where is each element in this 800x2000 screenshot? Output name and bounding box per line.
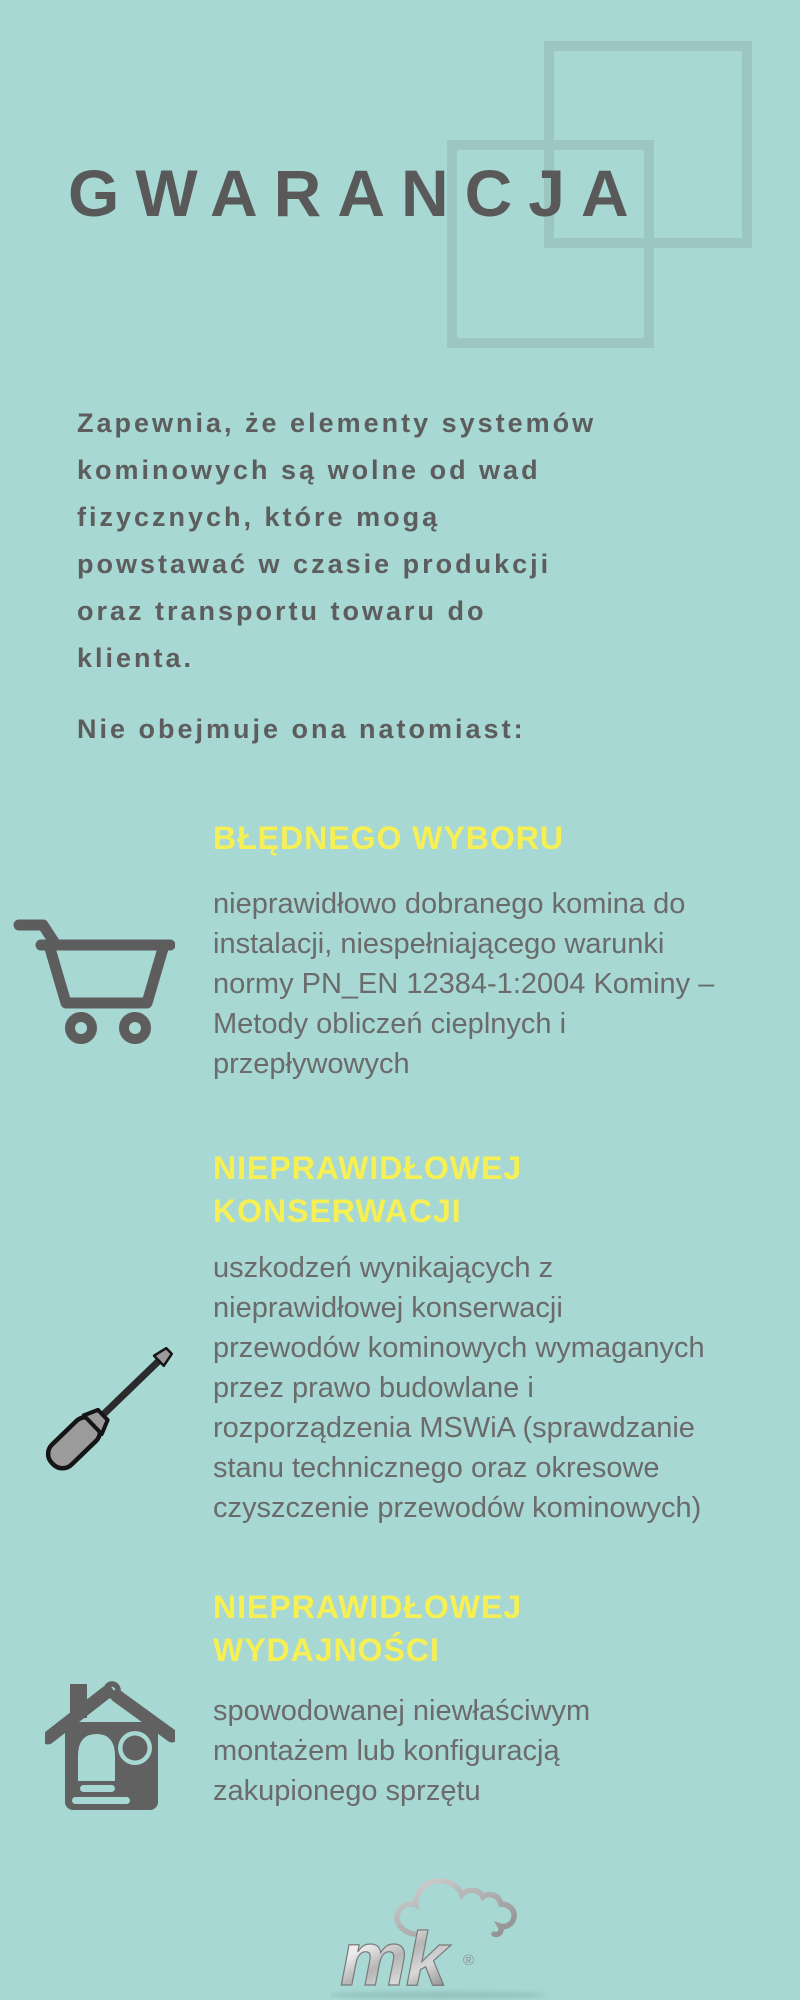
body-line: rozporządzenia MSWiA (sprawdzanie xyxy=(213,1412,695,1444)
section-body-bledny-wybor xyxy=(213,884,714,1084)
section-heading-wydajnosc xyxy=(213,1586,522,1672)
section-body-wydajnosc xyxy=(213,1691,590,1811)
body-line: uszkodzeń wynikających z xyxy=(213,1252,554,1284)
section-heading-line: KONSERWACJI xyxy=(213,1193,462,1229)
intro-line: Zapewnia, że elementy systemów xyxy=(77,408,597,438)
body-line: nieprawidłowo dobranego komina do xyxy=(213,888,686,920)
body-line: Metody obliczeń cieplnych i xyxy=(213,1008,567,1040)
house-icon xyxy=(45,1676,175,1821)
section-heading-konserwacja xyxy=(213,1147,522,1233)
intro-line: kominowych są wolne od wad xyxy=(77,455,541,485)
body-line: przez prawo budowlane i xyxy=(213,1372,534,1404)
body-line: spowodowanej niewłaściwym xyxy=(213,1695,591,1727)
subtitle: Nie obejmuje ona natomiast: xyxy=(77,714,526,744)
body-line: instalacji, niespełniającego warunki xyxy=(213,928,665,960)
section-heading-line: NIEPRAWIDŁOWEJ xyxy=(213,1150,523,1186)
body-line: normy PN_EN 12384-1:2004 Kominy – xyxy=(213,968,715,1000)
body-line: czyszczenie przewodów kominowych) xyxy=(213,1492,702,1524)
body-line: montażem lub konfiguracją xyxy=(213,1735,560,1767)
page-title: GWARANCJA xyxy=(68,156,645,230)
intro-line: fizycznych, które mogą xyxy=(77,502,441,532)
section-heading-line: BŁĘDNEGO WYBORU xyxy=(213,820,564,856)
section-heading-line: NIEPRAWIDŁOWEJ xyxy=(213,1589,523,1625)
screwdriver-icon xyxy=(40,1333,180,1488)
body-line: przewodów kominowych wymaganych xyxy=(213,1332,705,1364)
intro-line: powstawać w czasie produkcji xyxy=(77,549,552,579)
section-heading-bledny-wybor xyxy=(213,817,564,860)
body-line: nieprawidłowej konserwacji xyxy=(213,1292,563,1324)
brand-logo xyxy=(330,1868,560,2000)
section-body-konserwacja xyxy=(213,1248,705,1528)
body-line: przepływowych xyxy=(213,1048,410,1080)
body-line: stanu technicznego oraz okresowe xyxy=(213,1452,660,1484)
registered-trademark-icon: ® xyxy=(463,1952,475,1969)
intro-paragraph xyxy=(77,400,596,682)
body-line: zakupionego sprzętu xyxy=(213,1775,481,1807)
intro-line: klienta. xyxy=(77,643,195,673)
section-heading-line: WYDAJNOŚCI xyxy=(213,1632,440,1668)
intro-line: oraz transportu towaru do xyxy=(77,596,487,626)
logo-text: mk xyxy=(340,1917,446,2000)
shopping-cart-icon xyxy=(13,916,175,1053)
